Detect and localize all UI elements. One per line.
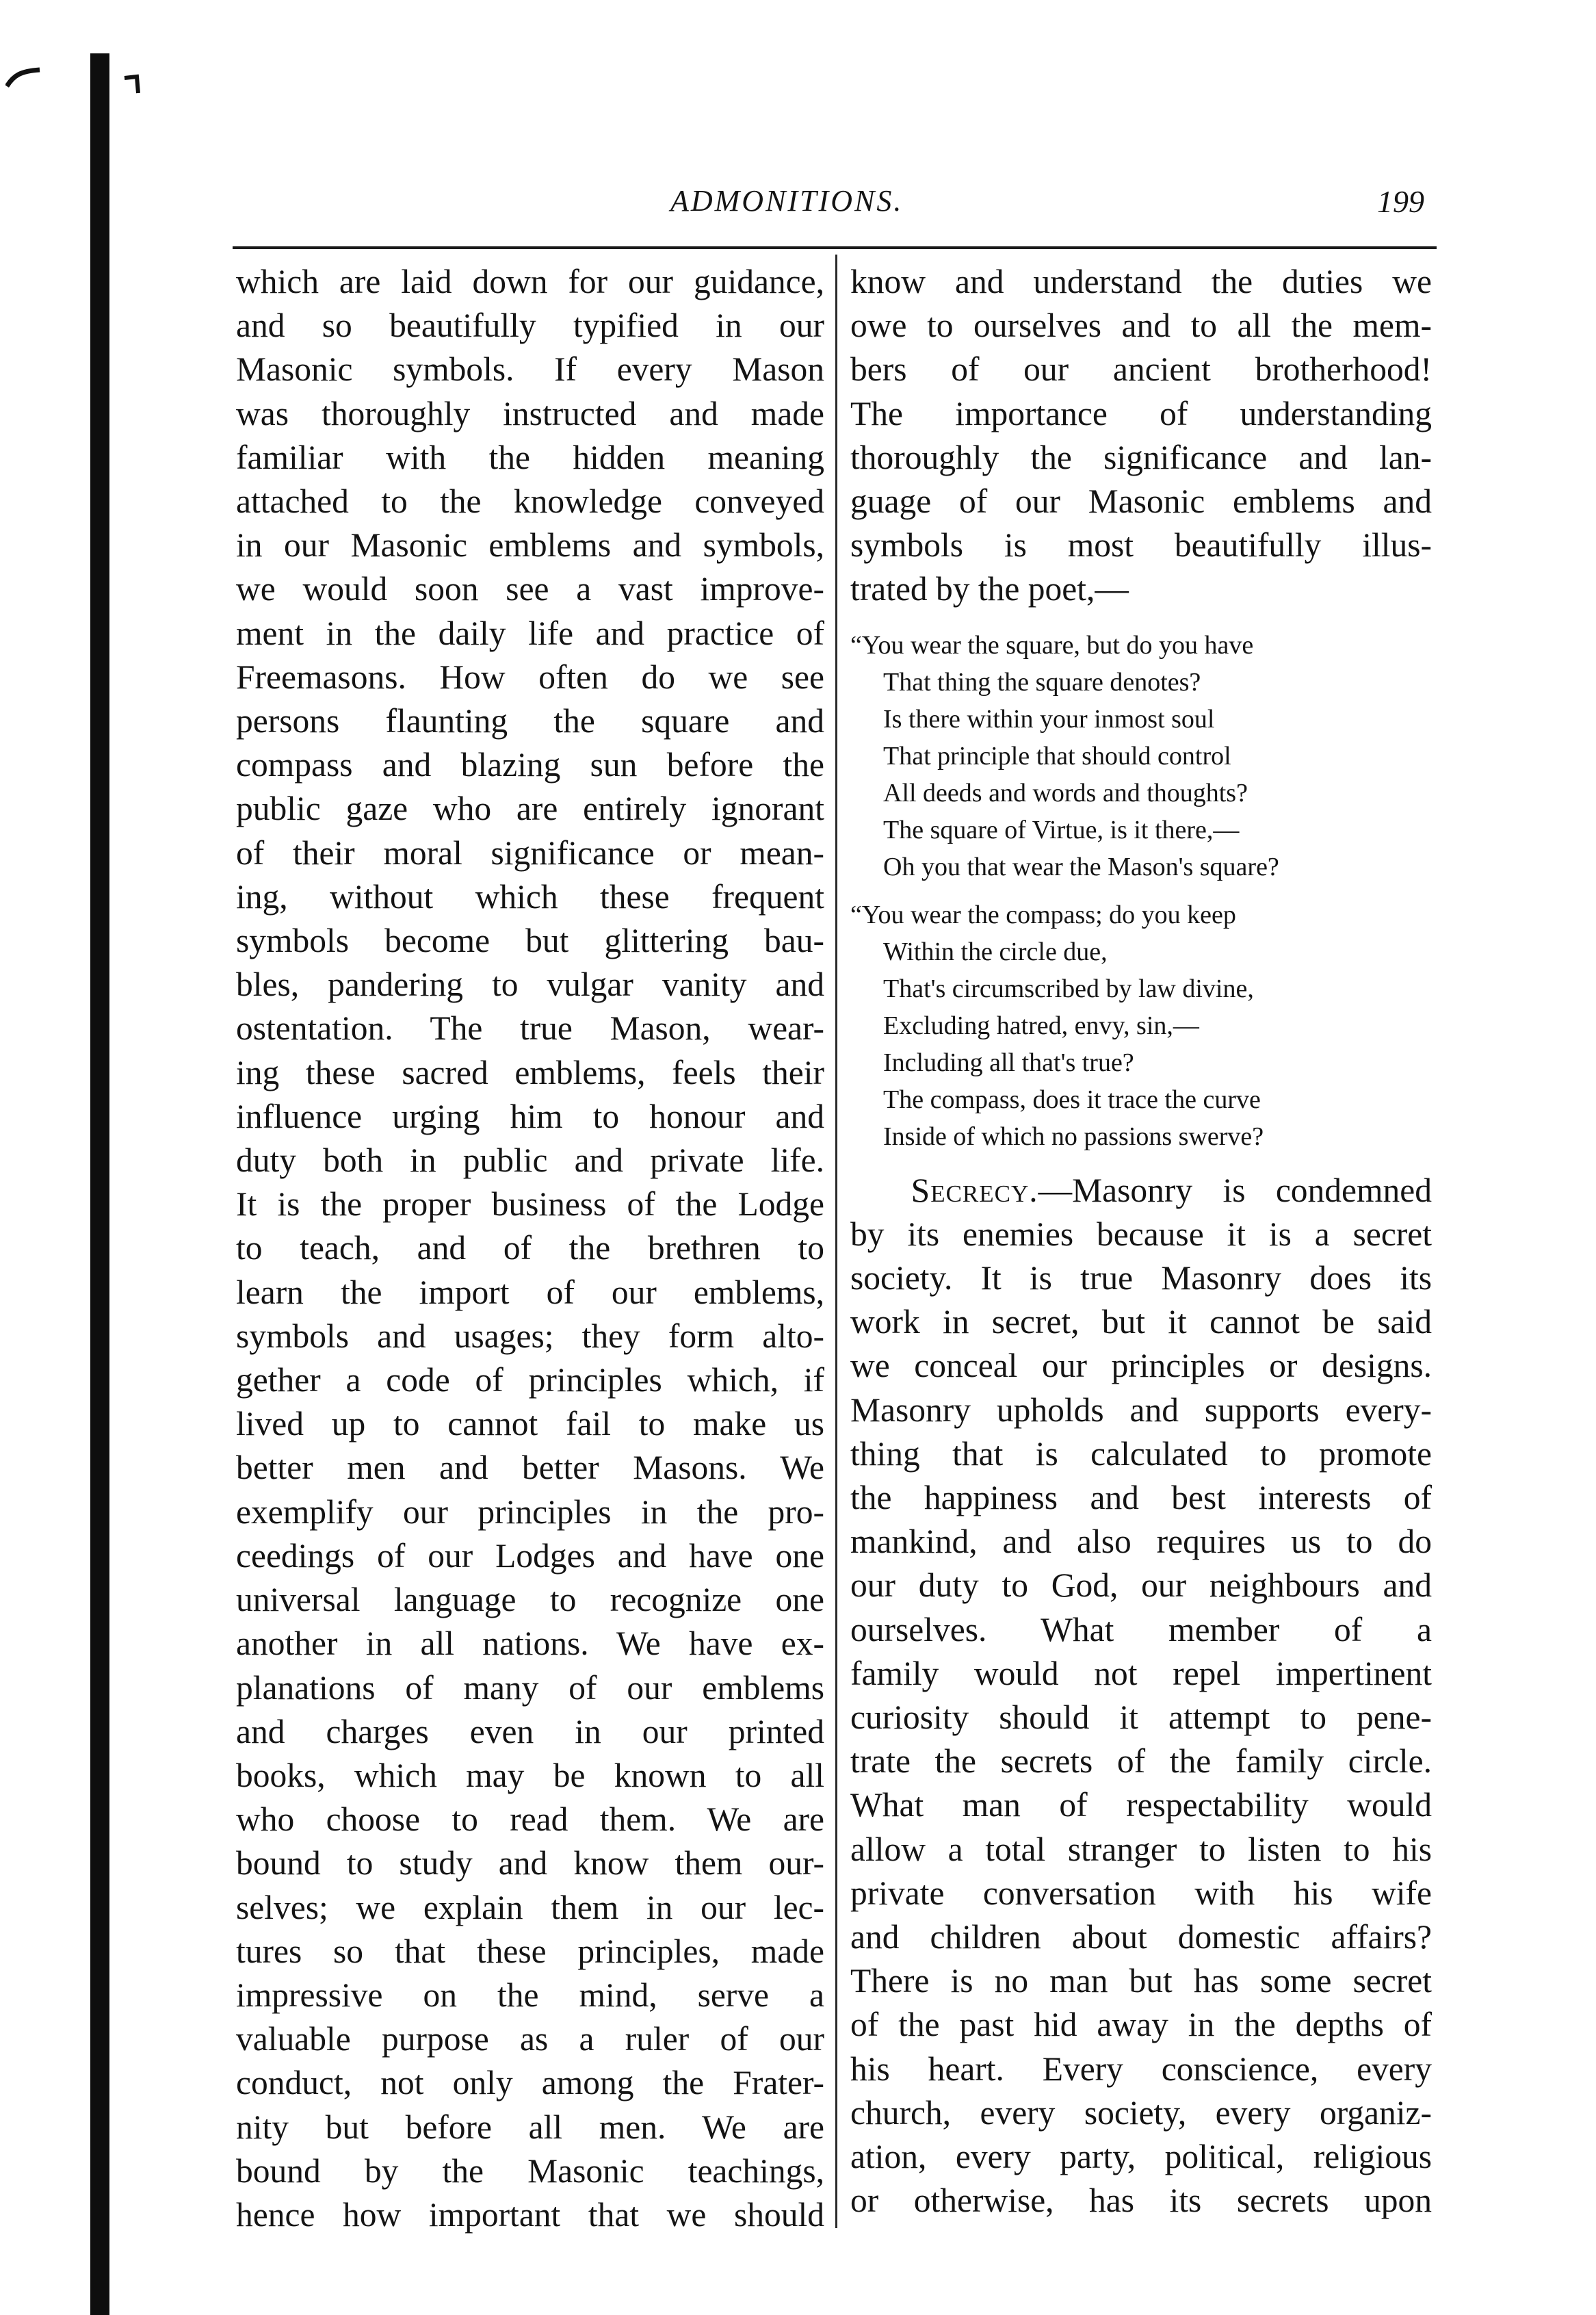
text-line: nity but before all men. We are	[236, 2108, 824, 2146]
secrecy-heading: Secrecy.	[911, 1171, 1038, 1209]
text-line: influence urging him to honour and	[236, 1097, 824, 1135]
text-line: and so beautifully typified in our	[236, 307, 824, 345]
text-line: universal language to recognize one	[236, 1581, 824, 1619]
text-line: and children about domestic affairs?	[850, 1918, 1432, 1956]
text-line: family would not repel impertinent	[850, 1654, 1432, 1692]
page-number: 199	[1377, 184, 1424, 219]
poem-stanza	[850, 896, 1432, 1155]
poem-line: “You wear the square, but do you have	[850, 630, 1254, 660]
text-line: books, which may be known to all	[236, 1756, 824, 1794]
poem-line: Inside of which no passions swerve?	[883, 1122, 1264, 1151]
poem-line: Excluding hatred, envy, sin,—	[883, 1011, 1199, 1040]
text-line: attached to the knowledge conveyed	[236, 482, 824, 521]
text-line: in our Masonic emblems and symbols,	[236, 526, 824, 565]
text-line: ation, every party, political, religious	[850, 2138, 1432, 2176]
text-line: symbols is most beautifully illus-	[850, 526, 1432, 565]
text-line: lived up to cannot fail to make us	[236, 1405, 824, 1443]
text-line: better men and better Masons. We	[236, 1449, 824, 1487]
text-line: by its enemies because it is a secret	[850, 1215, 1432, 1253]
running-title: ADMONITIONS.	[670, 184, 904, 218]
binding-edge	[90, 53, 109, 2315]
text-line: of the past hid away in the depths of	[850, 2006, 1432, 2044]
text-line: There is no man but has some secret	[850, 1962, 1432, 2000]
page-header	[233, 171, 1437, 233]
text-line: ing these sacred emblems, feels their	[236, 1053, 824, 1091]
poem-line: Including all that's true?	[883, 1048, 1134, 1077]
text-line: or otherwise, has its secrets upon	[850, 2182, 1432, 2220]
text-line: society. It is true Masonry does its	[850, 1259, 1432, 1297]
text-line: The importance of understanding	[850, 394, 1432, 432]
poem-line: That principle that should control	[883, 741, 1231, 771]
text-line: was thoroughly instructed and made	[236, 394, 824, 432]
secrecy-first-line	[850, 1169, 1432, 1213]
text-line: of their moral significance or mean-	[236, 833, 824, 872]
text-line: selves; we explain them in our lec-	[236, 1888, 824, 1926]
header-rule	[233, 246, 1437, 249]
poem-line: Is there within your inmost soul	[883, 704, 1215, 734]
text-line: bles, pandering to vulgar vanity and	[236, 966, 824, 1004]
text-line: ostentation. The true Mason, wear-	[236, 1009, 824, 1048]
text-line: conduct, not only among the Frater-	[236, 2064, 824, 2102]
corner-scan-mark	[5, 66, 41, 92]
corner-scan-mark-small	[122, 73, 145, 96]
text-line: impressive on the mind, serve a	[236, 1976, 824, 2014]
text-line: and charges even in our printed	[236, 1712, 824, 1750]
text-line: another in all nations. We have ex-	[236, 1625, 824, 1663]
text-line: duty both in public and private life.	[236, 1141, 824, 1180]
poem-line: That's circumscribed by law divine,	[883, 974, 1254, 1003]
text-line: we would soon see a vast improve-	[236, 570, 824, 608]
text-line: to teach, and of the brethren to	[236, 1229, 824, 1267]
secrecy-opening: —Masonry is condemned	[1038, 1171, 1432, 1209]
text-line: persons flaunting the square and	[236, 702, 824, 740]
text-line: ourselves. What member of a	[850, 1610, 1432, 1648]
text-line: planations of many of our emblems	[236, 1668, 824, 1707]
text-line: the happiness and best interests of	[850, 1479, 1432, 1517]
poem-line: All deeds and words and thoughts?	[883, 778, 1248, 807]
poem-stanza	[850, 627, 1432, 885]
text-line: know and understand the duties we	[850, 263, 1432, 300]
text-line: owe to ourselves and to all the mem-	[850, 307, 1432, 345]
text-line: guage of our Masonic emblems and	[850, 482, 1432, 521]
text-line: we conceal our principles or designs.	[850, 1347, 1432, 1385]
poem-line: Oh you that wear the Mason's square?	[883, 852, 1279, 881]
text-line: curiosity should it attempt to pene-	[850, 1698, 1432, 1737]
text-line: exemplify our principles in the pro-	[236, 1492, 824, 1531]
text-line: Masonic symbols. If every Mason	[236, 350, 824, 389]
text-line: hence how important that we should	[236, 2195, 824, 2234]
poem-line: Within the circle due,	[883, 937, 1108, 966]
text-line: ing, without which these frequent	[236, 877, 824, 916]
text-line: private conversation with his wife	[850, 1874, 1432, 1912]
text-line: What man of respectability would	[850, 1786, 1432, 1824]
text-line: thing that is calculated to promote	[850, 1434, 1432, 1473]
text-line: ment in the daily life and practice of	[236, 614, 824, 652]
left-column	[236, 260, 824, 2237]
text-line: bers of our ancient brotherhood!	[850, 350, 1432, 389]
text-line: thoroughly the significance and lan-	[850, 438, 1432, 476]
text-line: It is the proper business of the Lodge	[236, 1185, 824, 1224]
poem-line: “You wear the compass; do you keep	[850, 900, 1236, 929]
text-line: symbols and usages; they form alto-	[236, 1317, 824, 1355]
text-line: work in secret, but it cannot be said	[850, 1303, 1432, 1341]
poem-line: The square of Virtue, is it there,—	[883, 815, 1240, 844]
text-line: tures so that these principles, made	[236, 1932, 824, 1970]
text-line: ceedings of our Lodges and have one	[236, 1536, 824, 1575]
text-line: gether a code of principles which, if	[236, 1361, 824, 1399]
text-line: allow a total stranger to listen to his	[850, 1830, 1432, 1868]
text-line: compass and blazing sun before the	[236, 746, 824, 784]
text-line: bound to study and know them our-	[236, 1844, 824, 1883]
text-line: who choose to read them. We are	[236, 1800, 824, 1839]
text-line: familiar with the hidden meaning	[236, 438, 824, 476]
poem-block	[850, 627, 1432, 1155]
text-line: trate the secrets of the family circle.	[850, 1742, 1432, 1781]
poem-line: That thing the square denotes?	[883, 667, 1201, 697]
text-line: his heart. Every conscience, every	[850, 2049, 1432, 2088]
text-line: valuable purpose as a ruler of our	[236, 2020, 824, 2058]
text-line: symbols become but glittering bau-	[236, 922, 824, 960]
text-line: which are laid down for our guidance,	[236, 263, 824, 300]
text-line: Masonry upholds and supports every-	[850, 1391, 1432, 1429]
text-line: church, every society, every organiz-	[850, 2093, 1432, 2132]
poem-line: The compass, does it trace the curve	[883, 1085, 1261, 1114]
text-line: our duty to God, our neighbours and	[850, 1566, 1432, 1605]
column-divider	[835, 255, 837, 2228]
text-line: learn the import of our emblems,	[236, 1273, 824, 1311]
right-column	[850, 260, 1432, 2223]
text-line: bound by the Masonic teachings,	[236, 2151, 824, 2190]
text-line: public gaze who are entirely ignorant	[236, 790, 824, 828]
text-line: trated by the poet,—	[850, 570, 1129, 608]
text-line: mankind, and also requires us to do	[850, 1523, 1432, 1561]
text-line: Freemasons. How often do we see	[236, 658, 824, 696]
